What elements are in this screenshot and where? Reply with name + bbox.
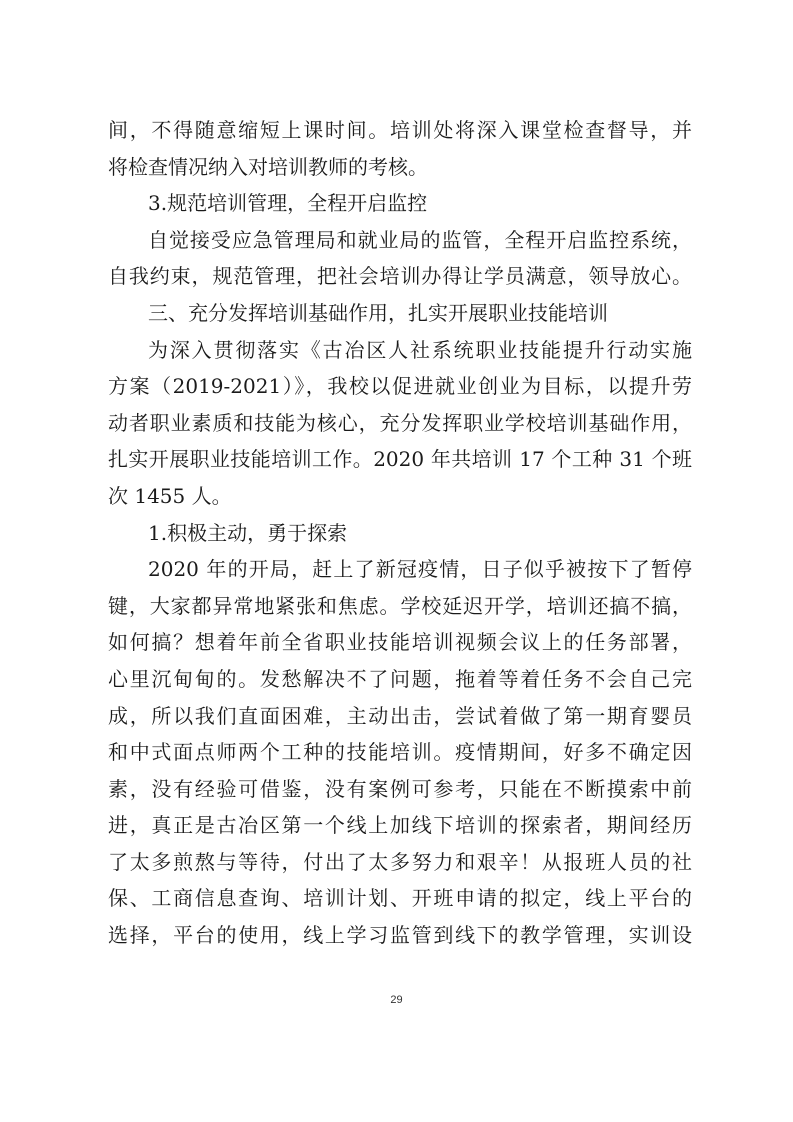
text-line: 为深入贯彻落实《古冶区人社系统职业技能提升行动实施: [148, 337, 692, 362]
text-line: 间，不得随意缩短上课时间。培训处将深入课堂检查督导，并: [108, 118, 692, 142]
text-line: 心里沉甸甸的。发愁解决不了问题，拖着等着任务不会自己完: [108, 666, 692, 691]
text-line: 3.规范培训管理，全程开启监控: [148, 191, 428, 216]
page-number: 29: [390, 994, 403, 1006]
text-line: 扎实开展职业技能培训工作。2020 年共培训 17 个工种 31 个班: [108, 447, 692, 472]
text-line: 动者职业素质和技能为核心，充分发挥职业学校培训基础作用，: [108, 410, 692, 435]
text-line: 键，大家都异常地紧张和焦虑。学校延迟开学，培训还搞不搞，: [108, 593, 692, 618]
text-line: 方案（2019-2021）》，我校以促进就业创业为目标，以提升劳: [108, 374, 692, 399]
text-line: 和中式面点师两个工种的技能培训。疫情期间，好多不确定因: [108, 740, 692, 765]
text-line: 选择，平台的使用，线上学习监管到线下的教学管理，实训设: [108, 923, 692, 948]
text-line: 次 1455 人。: [108, 483, 232, 508]
text-line: 如何搞？想着年前全省职业技能培训视频会议上的任务部署，: [108, 630, 692, 655]
text-line: 进，真正是古冶区第一个线上加线下培训的探索者，期间经历: [108, 813, 692, 838]
body-text: [108, 112, 692, 954]
text-line: 保、工商信息查询、培训计划、开班申请的拟定，线上平台的: [108, 886, 692, 911]
text-line: 成，所以我们直面困难，主动出击，尝试着做了第一期育婴员: [108, 703, 692, 728]
text-line: 自觉接受应急管理局和就业局的监管，全程开启监控系统，: [148, 227, 692, 252]
text-line: 了太多煎熬与等待，付出了太多努力和艰辛！从报班人员的社: [108, 849, 692, 874]
text-line: 自我约束，规范管理，把社会培训办得让学员满意，领导放心。: [108, 264, 692, 289]
text-line: 将检查情况纳入对培训教师的考核。: [108, 154, 428, 179]
text-line: 素，没有经验可借鉴，没有案例可参考，只能在不断摸索中前: [108, 776, 692, 801]
text-line: 1.积极主动，勇于探索: [148, 520, 348, 545]
text-line: 2020 年的开局，赶上了新冠疫情，日子似乎被按下了暂停: [148, 557, 692, 582]
text-line: 三、充分发挥培训基础作用，扎实开展职业技能培训: [148, 300, 608, 325]
